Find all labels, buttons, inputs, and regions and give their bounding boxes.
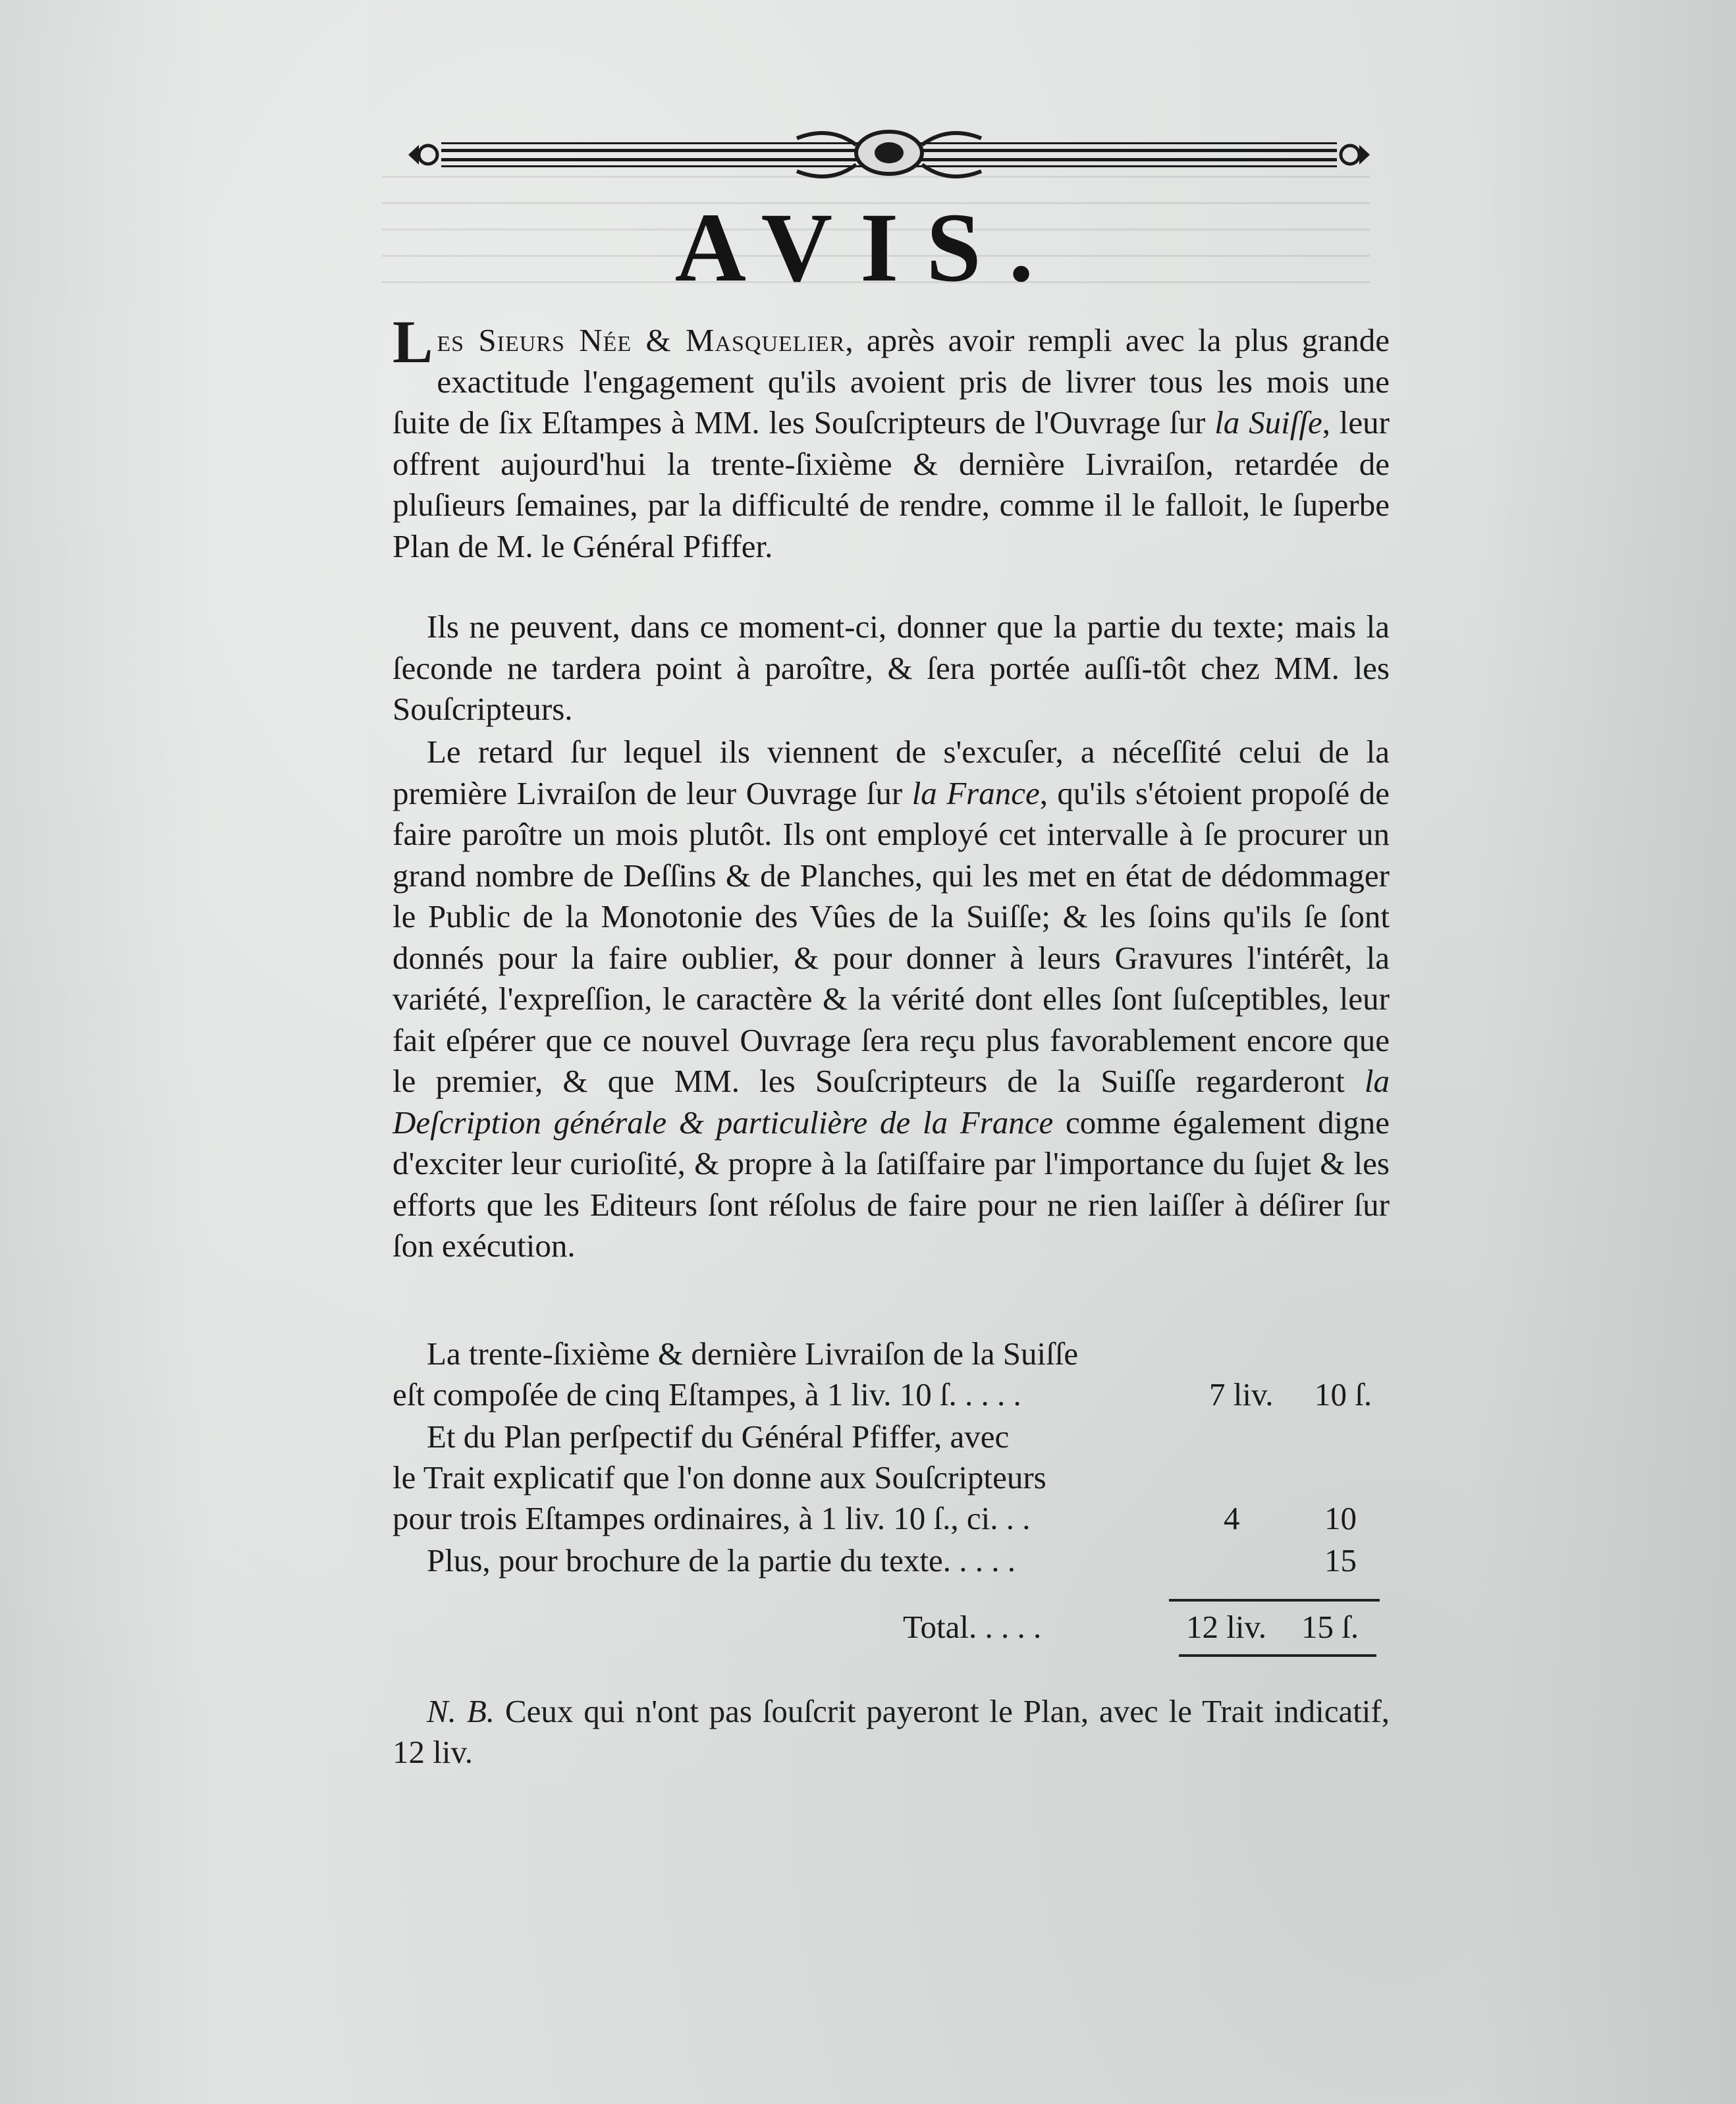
price-row-3-sous: 15 bbox=[1324, 1542, 1357, 1578]
total-bottom-rule bbox=[1179, 1654, 1376, 1657]
paragraph-1-text-a: , après avoir rempli avec la plus grande exactitude l'engagement qu'ils avoient pris de livrer tous les mois une ſuite de ſix Eſtampes à MM. les Souſcripteurs de l'Ouvrage ſur bbox=[393, 322, 1390, 441]
page-title: AVIS. bbox=[674, 193, 1062, 302]
price-row-2-line-1 bbox=[393, 1416, 1390, 1457]
price-row-3 bbox=[393, 1540, 1390, 1581]
paragraph-3-text-b: , qu'ils s'étoient propoſé de faire paroître un mois plutôt. Ils ont employé cet intervalle à ſe procurer un grand nombre de Deſſins & de Planches, qui les met en état de dédommager le Public de la Monotonie des Vûes de la Suiſſe; & les ſoins qu'ils ſe ſont donnés pour la faire oublier, & pour donner à leurs Gravures l'intérêt, la variété, l'expreſſion, le caractère & la vérité dont elles ſont ſuſceptibles, leur fait eſpérer que ce nouvel Ouvrage ſera reçu plus favorablement encore que le premier, & que MM. les Souſcripteurs de la Suiſſe regarderont bbox=[393, 774, 1390, 1099]
paragraph-1 bbox=[393, 308, 1390, 567]
price-row-1-desc-1: La trente-ſixième & dernière Livraiſon de la Suiſſe bbox=[427, 1335, 1079, 1372]
price-row-2-livres: 4 bbox=[1224, 1500, 1240, 1536]
footnote-text: Ceux qui n'ont pas ſouſcrit payeront le Plan, avec le Trait indicatif, 12 liv. bbox=[393, 1693, 1390, 1770]
price-row-2-line-2 bbox=[393, 1457, 1390, 1498]
paragraph-1-text-b: , leur offrent aujourd'hui la trente-ſixième & dernière Livraiſon, retardée de pluſieurs ſemaines, par la difficulté de rendre, comme il le falloit, le ſuperbe Plan de M. le Général Pfiffer. bbox=[393, 404, 1390, 564]
paragraph-3-text-c: comme également digne d'exciter leur curioſité, & propre à la ſatiſfaire par l'importance du ſujet & les efforts que les Editeurs ſont réſolus de faire pour ne rien laiſſer à déſirer ſur ſon exécution. bbox=[393, 1104, 1390, 1264]
price-row-1-sous: 10 ſ. bbox=[1315, 1376, 1372, 1413]
price-row-2-sous: 10 bbox=[1324, 1500, 1357, 1536]
footnote bbox=[393, 1691, 1390, 1773]
total-label: Total. . . . . bbox=[903, 1609, 1042, 1645]
paragraph-2: Ils ne peuvent, dans ce moment-ci, donner que la partie du texte; mais la ſeconde ne tardera point à paroître, & ſera portée auſſi-tôt chez MM. les Souſcripteurs. bbox=[393, 608, 1390, 727]
footnote-abbr: N. B. bbox=[427, 1693, 495, 1729]
publisher-names: es Sieurs Née & Masquelier bbox=[437, 322, 846, 358]
paragraph-3-italic-b: la Deſcription générale & particulière de la France bbox=[393, 1063, 1390, 1141]
price-row-3-desc: Plus, pour brochure de la partie du texte. . . . . bbox=[427, 1542, 1016, 1578]
price-row-2-line-3 bbox=[393, 1498, 1390, 1539]
paragraph-3-italic-a: la France bbox=[911, 774, 1040, 811]
price-row-1-desc-2: eſt compoſée de cinq Eſtampes, à 1 liv. 10 ſ. . . . . bbox=[393, 1376, 1021, 1413]
paragraph-3-text-a: Le retard ſur lequel ils viennent de s'excuſer, a néceſſité celui de la première Livraiſon de leur Ouvrage ſur bbox=[393, 734, 1390, 811]
price-row-1-line-1 bbox=[393, 1334, 1390, 1374]
total-row bbox=[393, 1607, 1390, 1648]
paragraph-1-italic: la Suiſſe bbox=[1214, 404, 1322, 441]
price-row-1-line-2 bbox=[393, 1374, 1390, 1415]
total-top-rule bbox=[1169, 1599, 1380, 1602]
price-row-2-desc-2: le Trait explicatif que l'on donne aux Souſcripteurs bbox=[393, 1459, 1046, 1496]
price-row-1-livres: 7 liv. bbox=[1209, 1376, 1274, 1413]
total-livres: 12 liv. bbox=[1186, 1609, 1267, 1645]
paragraph-3 bbox=[393, 732, 1390, 1267]
price-row-2-desc-3: pour trois Eſtampes ordinaires, à 1 liv. 10 ſ., ci. . . bbox=[393, 1500, 1031, 1536]
drop-cap: L bbox=[393, 308, 433, 375]
total-sous: 15 ſ. bbox=[1301, 1609, 1359, 1645]
header-ornament bbox=[402, 125, 1376, 184]
price-row-2-desc-1: Et du Plan perſpectif du Général Pfiffer, avec bbox=[427, 1418, 1010, 1455]
